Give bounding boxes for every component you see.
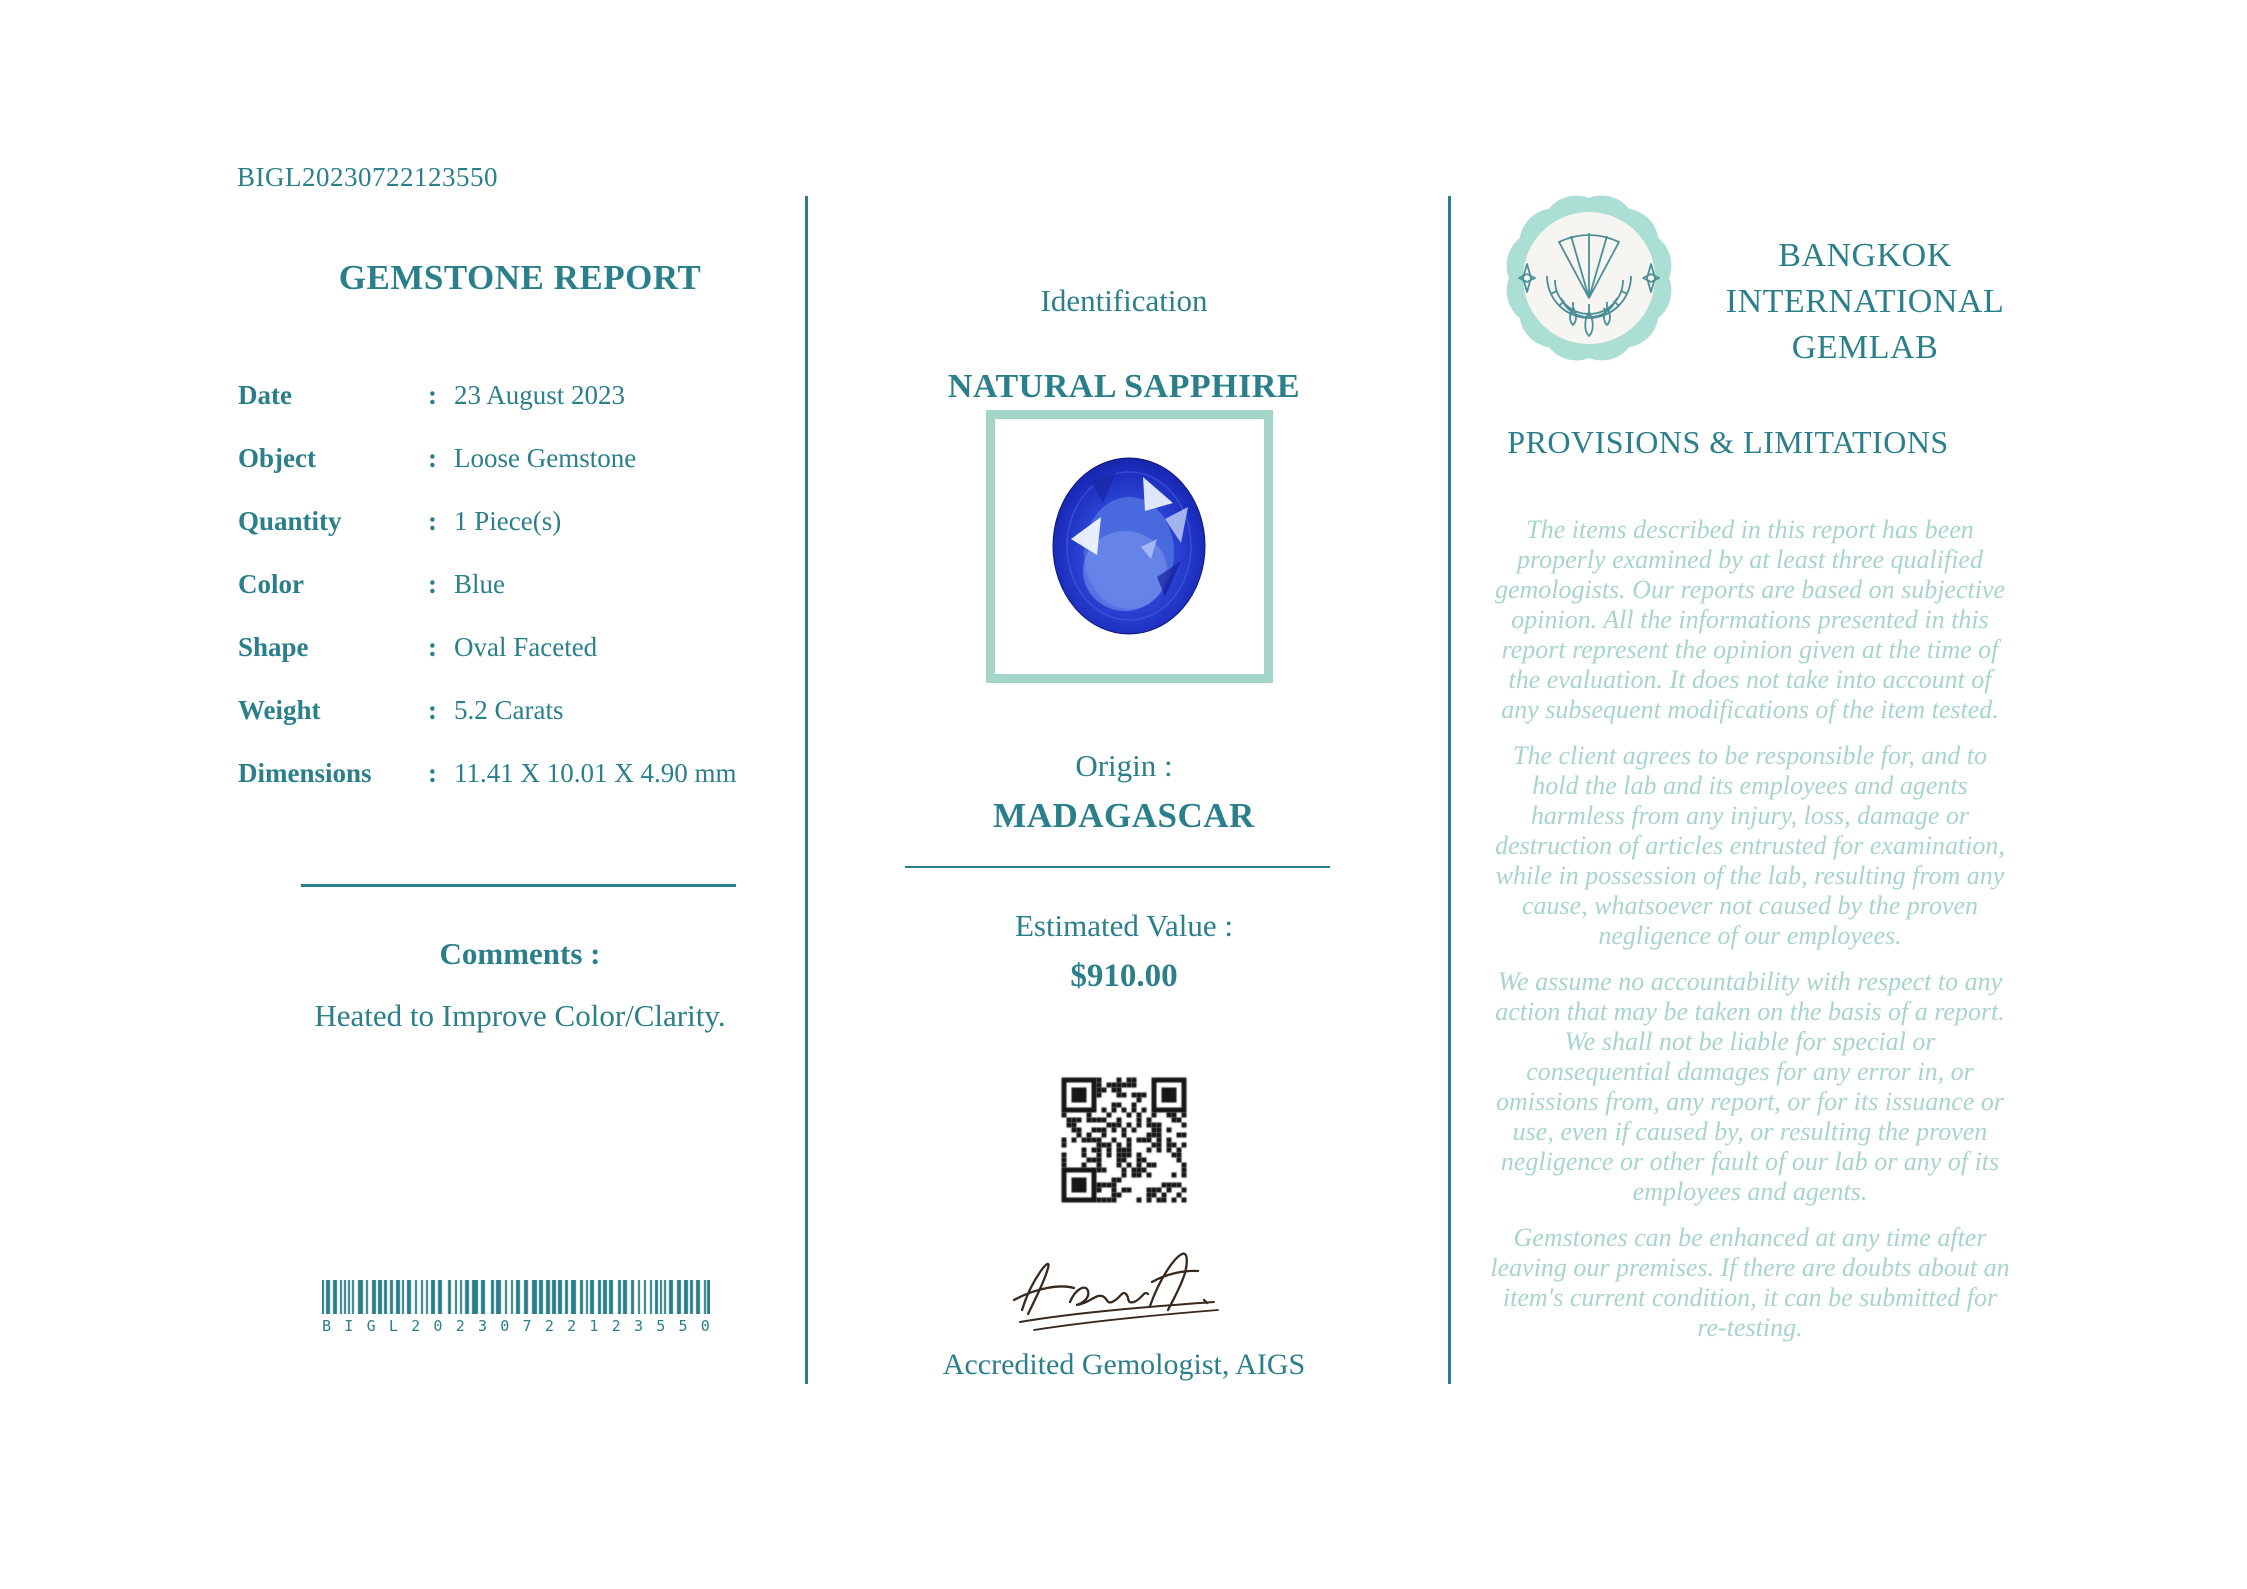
barcode-char: 7 [522,1317,532,1335]
origin-value: MADAGASCAR [993,796,1255,835]
estimated-value-label: Estimated Value : [1014,908,1234,943]
table-row [238,697,798,724]
barcode-char: 2 [567,1317,577,1335]
field-colon: : [428,506,437,536]
barcode-char: 5 [678,1317,688,1335]
field-label: Shape [238,632,309,662]
field-value: 11.41 X 10.01 X 4.90 mm [454,758,737,788]
comments-text: Heated to Improve Color/Clarity. [314,998,726,1033]
gem-name: NATURAL SAPPHIRE [947,368,1301,405]
column-divider-left [805,196,808,1384]
field-value: Oval Faceted [454,632,598,662]
barcode-char: 0 [500,1317,510,1335]
field-colon: : [428,632,437,662]
table-row [238,760,798,787]
field-colon: : [428,443,437,473]
identification-heading: Identification [1040,283,1208,318]
comments-heading: Comments : [439,936,601,971]
comments-divider-line [301,884,736,887]
lab-name [1690,233,2040,371]
lab-name-line-1: BANGKOK [1778,237,1952,274]
table-row [238,382,798,409]
gemologist-title: Accredited Gemologist, AIGS [942,1348,1306,1381]
field-value: 1 Piece(s) [454,506,562,536]
gem-photo-frame [986,410,1273,683]
barcode-char: 2 [411,1317,421,1335]
report-number: BIGL20230722123550 [237,162,498,192]
barcode-char: G [366,1317,376,1335]
barcode-char: 2 [544,1317,554,1335]
column-divider-right [1448,196,1451,1384]
barcode-char: 5 [656,1317,666,1335]
report-fields-table [238,382,798,823]
provisions-heading: PROVISIONS & LIMITATIONS [1507,424,1949,460]
field-value: 23 August 2023 [454,380,626,410]
report-title: GEMSTONE REPORT [338,258,702,297]
field-label: Date [238,380,292,410]
gemologist-signature [1008,1244,1243,1344]
barcode-char: 0 [433,1317,443,1335]
estimated-value: $910.00 [1070,958,1178,994]
table-row [238,445,798,472]
barcode-char: B [322,1317,332,1335]
field-label: Color [238,569,304,599]
barcode-char: 1 [589,1317,599,1335]
field-colon: : [428,569,437,599]
estimated-value-divider-line [905,866,1330,868]
signature-handwriting [1008,1244,1243,1344]
field-colon: : [428,758,437,788]
barcode-char: 2 [611,1317,621,1335]
field-label: Object [238,443,316,473]
field-colon: : [428,380,437,410]
provisions-paragraph: The items described in this report has been properly examined by at least three qualified gemologists. Our reports are based on subjective opinion. All the informations presented in this report represent the opinion given at the time of the evaluation. It does not take into account of any subsequent modifications of the item tested. [1494,515,2006,724]
provisions-paragraphs [1490,515,2010,1359]
barcode-char: L [388,1317,398,1335]
field-label: Weight [238,695,321,725]
barcode-char: I [344,1317,354,1335]
provisions-paragraph: We assume no accountability with respect to any action that may be taken on the basis of a report. We shall not be liable for special or consequential damages for any error in, or omissions from, any report, or for its issuance or use, even if caused by, or resulting the proven negligence or other fault of our lab or any of its employees and agents. [1495,967,2005,1206]
barcode-char: 3 [633,1317,643,1335]
field-value: Loose Gemstone [454,443,637,473]
table-row [238,634,798,661]
sapphire-photo [995,419,1264,674]
table-row [238,571,798,598]
barcode-char: 0 [700,1317,710,1335]
provisions-paragraph: Gemstones can be enhanced at any time after leaving our premises. If there are doubts about an item's current condition, it can be submitted for re-testing. [1490,1223,2010,1342]
table-row [238,508,798,535]
field-value: 5.2 Carats [454,695,564,725]
barcode [322,1280,710,1335]
lab-logo [1503,192,1675,364]
lab-name-line-3: GEMLAB [1791,329,1939,366]
barcode-char: 2 [455,1317,465,1335]
field-label: Dimensions [238,758,372,788]
barcode-bars [322,1280,710,1314]
qr-code [1060,1076,1188,1204]
provisions-paragraph: The client agrees to be responsible for, and to hold the lab and its employees and agents harmless from any injury, loss, damage or destruction of articles entrusted for examination, while in possession of the lab, resulting from any cause, whatsoever not caused by the proven negligence of our employees. [1495,741,2005,950]
barcode-text [322,1317,710,1335]
field-colon: : [428,695,437,725]
field-value: Blue [454,569,505,599]
field-label: Quantity [238,506,342,536]
gem-lab-badge-icon [1503,192,1675,364]
qr-code-canvas [1060,1076,1188,1204]
origin-label: Origin : [1075,748,1173,783]
lab-name-line-2: INTERNATIONAL [1725,283,2005,320]
barcode-char: 3 [477,1317,487,1335]
